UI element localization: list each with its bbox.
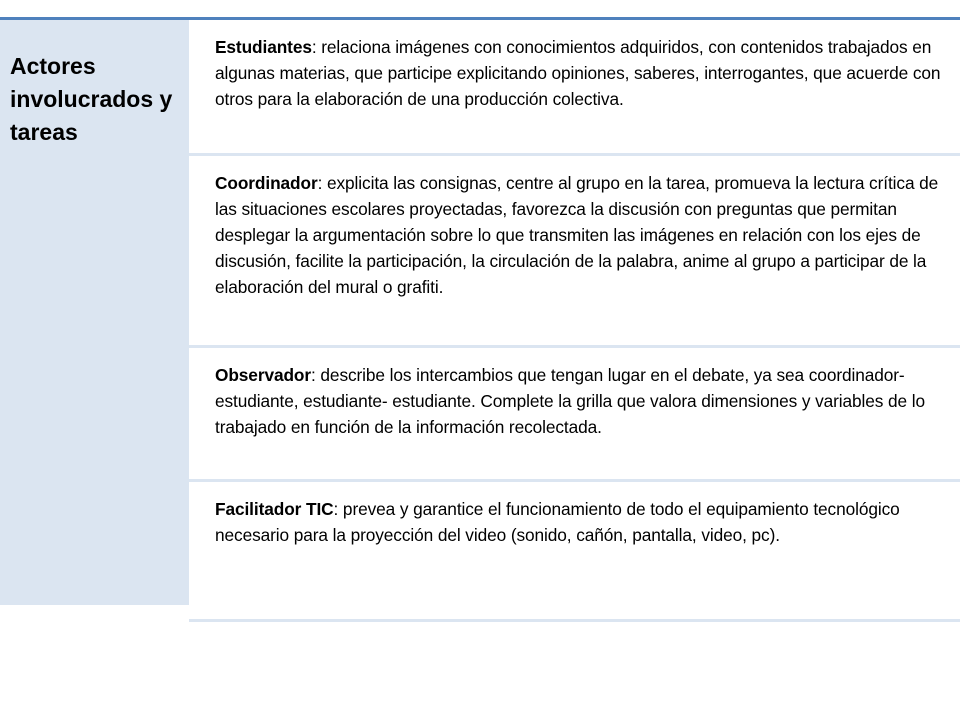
role-term: Estudiantes: [215, 37, 312, 57]
roles-list: [189, 20, 960, 622]
role-description: [215, 496, 954, 548]
role-text: : relaciona imágenes con conocimientos adquiridos, con contenidos trabajados en algunas materias, que participe explicitando opiniones, saberes, interrogantes, que acuerde con otros para la elaboración de una producción colectiva.: [215, 37, 941, 109]
role-row-estudiantes: [189, 20, 960, 156]
role-text: : prevea y garantice el funcionamiento de todo el equipamiento tecnológico necesario para la proyección del video (sonido, cañón, pantalla, video, pc).: [215, 499, 900, 545]
role-term: Coordinador: [215, 173, 318, 193]
role-description: [215, 170, 954, 300]
role-term: Facilitador TIC: [215, 499, 334, 519]
header-cell: [0, 20, 189, 605]
role-row-facilitador-tic: [189, 482, 960, 622]
role-text: : describe los intercambios que tengan lugar en el debate, ya sea coordinador- estudiante, estudiante- estudiante. Complete la grilla que valora dimensiones y variables de lo trabajado en función de la información recolectada.: [215, 365, 926, 437]
role-row-observador: [189, 348, 960, 482]
header-title: Actores involucrados y tareas: [10, 53, 173, 145]
role-row-coordinador: [189, 156, 960, 348]
role-description: [215, 34, 954, 112]
role-description: [215, 362, 954, 440]
role-term: Observador: [215, 365, 312, 385]
role-text: : explicita las consignas, centre al grupo en la tarea, promueva la lectura crítica de las situaciones escolares proyectadas, favorezca la discusión con preguntas que permitan desplegar la argumentación sobre lo que transmiten las imágenes en relación con los ejes de discusión, facilite la participación, la circulación de la palabra, anime al grupo a participar de la elaboración del mural o grafiti.: [215, 173, 939, 297]
